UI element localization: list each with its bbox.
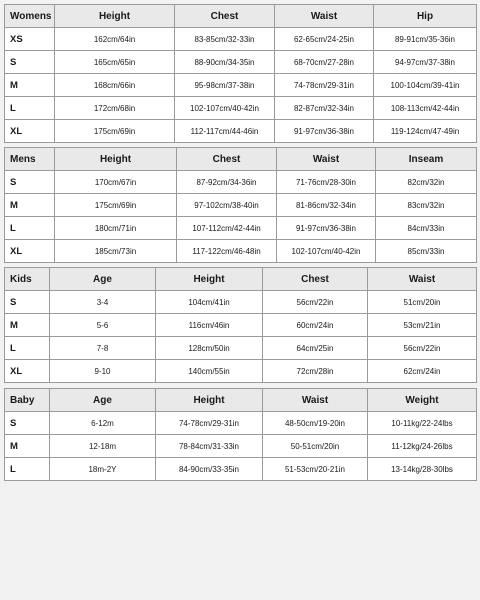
table-cell: 95-98cm/37-38in	[175, 74, 275, 97]
column-header: Height	[55, 5, 175, 28]
table-cell: 84-90cm/33-35in	[156, 458, 263, 481]
table-cell: 62-65cm/24-25in	[275, 28, 374, 51]
table-row	[5, 51, 477, 74]
table-cell: 89-91cm/35-36in	[374, 28, 477, 51]
column-header: Height	[55, 148, 177, 171]
table-cell: 74-78cm/29-31in	[275, 74, 374, 97]
size-label: M	[5, 435, 50, 458]
table-row	[5, 217, 477, 240]
table-cell: 102-107cm/40-42in	[277, 240, 376, 263]
table-cell: 50-51cm/20in	[263, 435, 368, 458]
table-header-row	[5, 5, 477, 28]
table-row	[5, 458, 477, 481]
table-cell: 6-12m	[50, 412, 156, 435]
table-cell: 13-14kg/28-30lbs	[368, 458, 477, 481]
table-title: Womens	[5, 5, 55, 28]
table-cell: 119-124cm/47-49in	[374, 120, 477, 143]
baby-size-table	[4, 388, 477, 481]
table-cell: 74-78cm/29-31in	[156, 412, 263, 435]
table-cell: 78-84cm/31-33in	[156, 435, 263, 458]
table-cell: 81-86cm/32-34in	[277, 194, 376, 217]
column-header: Weight	[368, 389, 477, 412]
table-header-row	[5, 268, 477, 291]
column-header: Chest	[175, 5, 275, 28]
table-cell: 10-11kg/22-24lbs	[368, 412, 477, 435]
table-row	[5, 240, 477, 263]
table-cell: 91-97cm/36-38in	[275, 120, 374, 143]
table-cell: 56cm/22in	[368, 337, 477, 360]
table-cell: 82-87cm/32-34in	[275, 97, 374, 120]
table-cell: 100-104cm/39-41in	[374, 74, 477, 97]
table-cell: 175cm/69in	[55, 120, 175, 143]
table-row	[5, 360, 477, 383]
table-cell: 3-4	[50, 291, 156, 314]
column-header: Waist	[275, 5, 374, 28]
table-cell: 71-76cm/28-30in	[277, 171, 376, 194]
table-cell: 68-70cm/27-28in	[275, 51, 374, 74]
column-header: Age	[50, 389, 156, 412]
size-label: M	[5, 194, 55, 217]
table-cell: 168cm/66in	[55, 74, 175, 97]
table-cell: 88-90cm/34-35in	[175, 51, 275, 74]
size-label: XS	[5, 28, 55, 51]
table-row	[5, 97, 477, 120]
table-cell: 72cm/28in	[263, 360, 368, 383]
size-label: S	[5, 51, 55, 74]
table-cell: 62cm/24in	[368, 360, 477, 383]
table-cell: 60cm/24in	[263, 314, 368, 337]
table-cell: 104cm/41in	[156, 291, 263, 314]
table-cell: 11-12kg/24-26lbs	[368, 435, 477, 458]
table-row	[5, 412, 477, 435]
table-cell: 172cm/68in	[55, 97, 175, 120]
table-cell: 185cm/73in	[55, 240, 177, 263]
mens-size-table	[4, 147, 477, 263]
table-cell: 180cm/71in	[55, 217, 177, 240]
table-header-row	[5, 389, 477, 412]
table-cell: 112-117cm/44-46in	[175, 120, 275, 143]
table-cell: 83-85cm/32-33in	[175, 28, 275, 51]
table-cell: 102-107cm/40-42in	[175, 97, 275, 120]
column-header: Height	[156, 389, 263, 412]
size-label: L	[5, 337, 50, 360]
table-row	[5, 435, 477, 458]
size-label: S	[5, 291, 50, 314]
table-cell: 64cm/25in	[263, 337, 368, 360]
size-label: S	[5, 171, 55, 194]
size-label: L	[5, 97, 55, 120]
table-cell: 85cm/33in	[376, 240, 477, 263]
column-header: Chest	[263, 268, 368, 291]
table-cell: 84cm/33in	[376, 217, 477, 240]
table-cell: 51-53cm/20-21in	[263, 458, 368, 481]
column-header: Height	[156, 268, 263, 291]
column-header: Hip	[374, 5, 477, 28]
size-label: L	[5, 458, 50, 481]
table-cell: 48-50cm/19-20in	[263, 412, 368, 435]
table-title: Baby	[5, 389, 50, 412]
table-cell: 7-8	[50, 337, 156, 360]
table-row	[5, 74, 477, 97]
table-title: Mens	[5, 148, 55, 171]
table-cell: 128cm/50in	[156, 337, 263, 360]
column-header: Waist	[263, 389, 368, 412]
table-row	[5, 28, 477, 51]
table-row	[5, 337, 477, 360]
size-label: XL	[5, 240, 55, 263]
table-cell: 51cm/20in	[368, 291, 477, 314]
table-cell: 82cm/32in	[376, 171, 477, 194]
table-cell: 12-18m	[50, 435, 156, 458]
table-cell: 165cm/65in	[55, 51, 175, 74]
table-cell: 5-6	[50, 314, 156, 337]
table-cell: 170cm/67in	[55, 171, 177, 194]
column-header: Age	[50, 268, 156, 291]
table-cell: 175cm/69in	[55, 194, 177, 217]
table-cell: 83cm/32in	[376, 194, 477, 217]
table-row	[5, 291, 477, 314]
size-label: L	[5, 217, 55, 240]
column-header: Inseam	[376, 148, 477, 171]
kids-size-table	[4, 267, 477, 383]
table-row	[5, 171, 477, 194]
column-header: Chest	[177, 148, 277, 171]
table-title: Kids	[5, 268, 50, 291]
table-row	[5, 194, 477, 217]
table-cell: 91-97cm/36-38in	[277, 217, 376, 240]
size-label: M	[5, 74, 55, 97]
table-cell: 107-112cm/42-44in	[177, 217, 277, 240]
table-cell: 108-113cm/42-44in	[374, 97, 477, 120]
table-row	[5, 314, 477, 337]
table-cell: 18m-2Y	[50, 458, 156, 481]
table-cell: 116cm/46in	[156, 314, 263, 337]
column-header: Waist	[277, 148, 376, 171]
table-row	[5, 120, 477, 143]
table-cell: 53cm/21in	[368, 314, 477, 337]
table-cell: 87-92cm/34-36in	[177, 171, 277, 194]
table-header-row	[5, 148, 477, 171]
table-cell: 9-10	[50, 360, 156, 383]
column-header: Waist	[368, 268, 477, 291]
size-label: S	[5, 412, 50, 435]
table-cell: 94-97cm/37-38in	[374, 51, 477, 74]
womens-size-table	[4, 4, 477, 143]
table-cell: 97-102cm/38-40in	[177, 194, 277, 217]
size-label: M	[5, 314, 50, 337]
table-cell: 117-122cm/46-48in	[177, 240, 277, 263]
table-cell: 56cm/22in	[263, 291, 368, 314]
table-cell: 162cm/64in	[55, 28, 175, 51]
size-label: XL	[5, 360, 50, 383]
table-cell: 140cm/55in	[156, 360, 263, 383]
size-label: XL	[5, 120, 55, 143]
